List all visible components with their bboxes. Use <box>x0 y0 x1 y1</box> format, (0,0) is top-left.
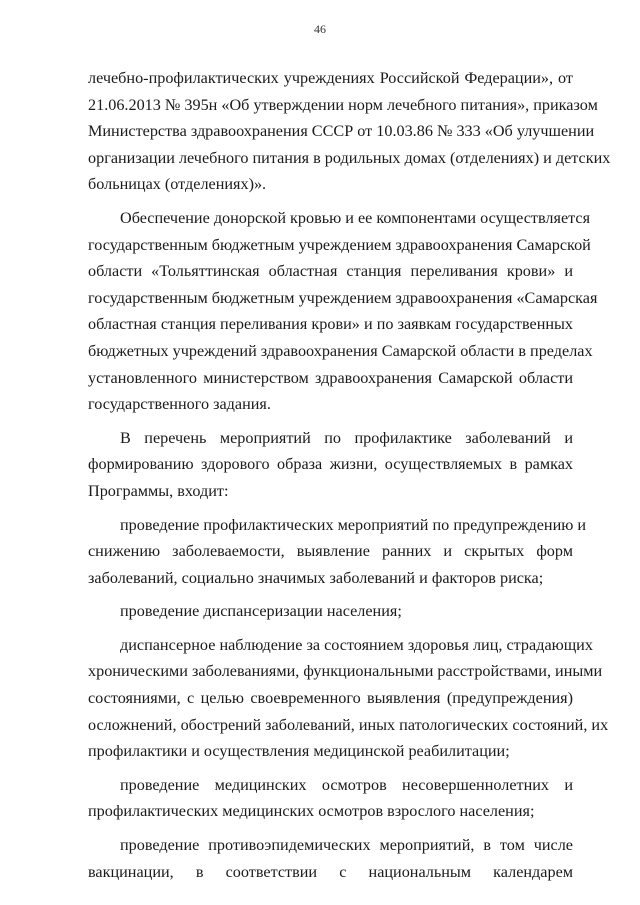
text-line: больницах (отделениях)». <box>88 175 267 194</box>
text-line: хроническими заболеваниями, функциональными расстройствами, иными <box>88 662 603 681</box>
document-body <box>88 65 611 885</box>
text-line: 21.06.2013 № 395н «Об утверждении норм лечебного питания», приказом <box>88 95 598 114</box>
text-line: организации лечебного питания в родильных домах (отделениях) и детских <box>88 148 611 167</box>
text-line: проведение профилактических мероприятий по предупреждению и <box>120 515 587 534</box>
text-line: осложнений, обострений заболеваний, иных патологических состояний, их <box>88 715 609 734</box>
text-line: лечебно-профилактических учреждениях Российской Федерации», от <box>88 69 573 87</box>
page-number: 46 <box>314 22 326 36</box>
text-line: Обеспечение донорской кровью и ее компонентами осуществляется <box>120 208 591 227</box>
text-line: бюджетных учреждений здравоохранения Самарской области в пределах <box>88 341 593 360</box>
text-line: снижению заболеваемости, выявление ранних и скрытых форм <box>88 542 573 561</box>
paragraph-gap <box>88 198 573 205</box>
text-line: установленного министерством здравоохранения Самарской области <box>88 368 573 387</box>
text-line: Министерства здравоохранения СССР от 10.03.86 № 333 «Об улучшении <box>88 122 595 141</box>
paragraph-gap <box>88 765 573 772</box>
text-line: проведение медицинских осмотров несовершеннолетних и <box>120 775 573 794</box>
text-line: проведение противоэпидемических мероприятий, в том числе <box>120 836 573 855</box>
paragraph <box>88 425 573 505</box>
paragraph <box>88 632 609 765</box>
text-line: формированию здорового образа жизни, осуществляемых в рамках <box>88 455 573 474</box>
paragraph <box>88 832 573 885</box>
paragraph <box>88 598 573 625</box>
text-line: государственного задания. <box>88 395 271 414</box>
paragraph <box>88 65 611 198</box>
text-line: вакцинации, в соответствии с национальным календарем <box>88 862 573 881</box>
text-line: заболеваний, социально значимых заболеваний и факторов риска; <box>88 568 544 587</box>
text-line: профилактических медицинских осмотров взрослого населения; <box>88 802 535 821</box>
text-line: государственным бюджетным учреждением здравоохранения «Самарская <box>88 288 598 307</box>
paragraph <box>88 512 587 592</box>
text-line: области «Тольяттинская областная станция переливания крови» и <box>88 262 573 281</box>
paragraph <box>88 205 598 418</box>
paragraph-gap <box>88 591 573 598</box>
text-line: состояниями, с целью своевременного выявления (предупреждения) <box>88 689 573 708</box>
text-line: проведение диспансеризации населения; <box>120 602 402 621</box>
text-line: государственным бюджетным учреждением здравоохранения Самарской <box>88 235 591 254</box>
text-line: В перечень мероприятий по профилактике заболеваний и <box>120 428 573 447</box>
paragraph-gap <box>88 505 573 512</box>
paragraph <box>88 772 573 825</box>
paragraph-gap <box>88 625 573 632</box>
text-line: областная станция переливания крови» и по заявкам государственных <box>88 315 573 334</box>
text-line: Программы, входит: <box>88 481 229 500</box>
text-line: диспансерное наблюдение за состоянием здоровья лиц, страдающих <box>120 635 593 654</box>
paragraph-gap <box>88 418 573 425</box>
text-line: профилактики и осуществления медицинской реабилитации; <box>88 742 510 761</box>
paragraph-gap <box>88 825 573 832</box>
